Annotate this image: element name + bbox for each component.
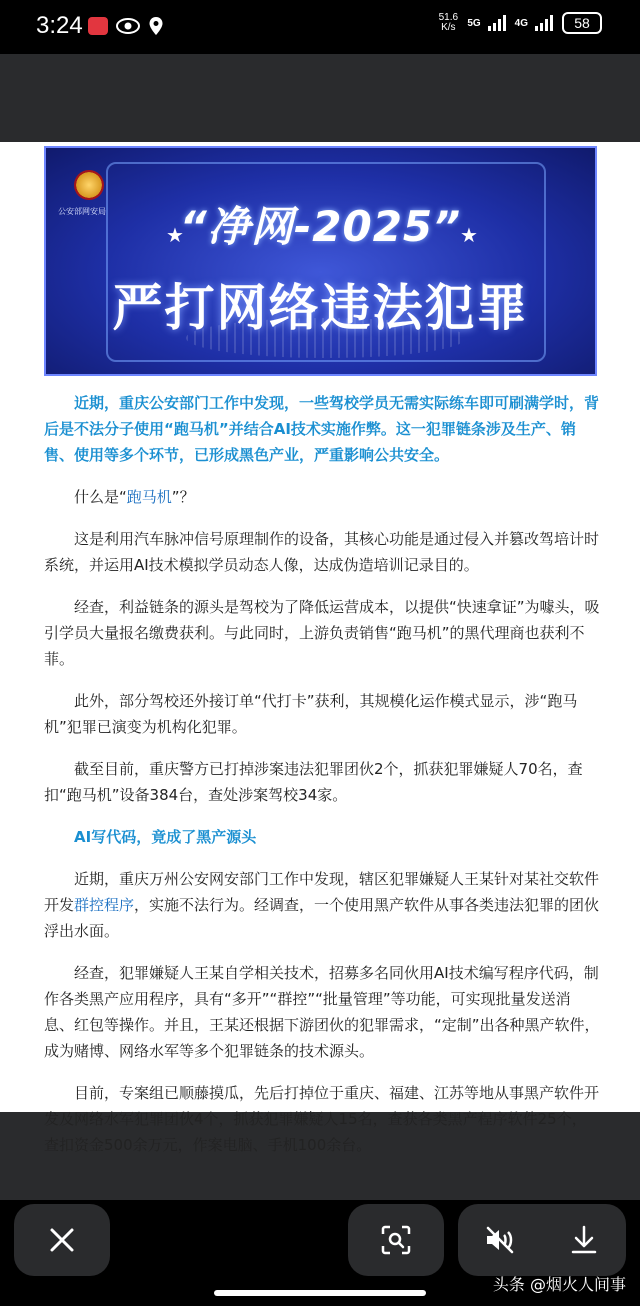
status-time: 3:24: [36, 12, 83, 39]
mute-icon: [484, 1226, 516, 1254]
download-button[interactable]: [542, 1204, 626, 1276]
location-icon: [148, 16, 164, 36]
battery-indicator: 58: [562, 12, 602, 34]
banner: [44, 146, 597, 376]
scan-search-icon: [381, 1225, 411, 1255]
download-icon: [570, 1225, 598, 1255]
network-type-5g: 5G: [467, 17, 481, 29]
banner-title-line1: “净网-2025”: [179, 202, 462, 251]
source-watermark: 头条 @烟火人间事: [492, 1275, 626, 1294]
status-left-icons: [88, 16, 164, 36]
eye-icon: [116, 17, 140, 35]
signal-icon: [487, 14, 509, 32]
keyword-link[interactable]: 群控程序: [74, 896, 135, 914]
banner-title-line2: 严打网络违法犯罪: [112, 279, 529, 337]
paragraph: 近期，重庆万州公安网安部门工作中发现，辖区犯罪嫌疑人王某针对某社交软件开发群控程序，实施不法行为。经调查，一个使用黑产软件从事各类违法犯罪的团伙浮出水面。: [44, 870, 600, 940]
star-icon: ★: [460, 223, 478, 247]
paragraph: 经查，犯罪嫌疑人王某自学相关技术，招募多名同伙用AI技术编写程序代码，制作各类黑产应用程序，具有“多开”“群控”“批量管理”等功能，可实现批量发送消息、红包等操作。并且，王某还根据下游团伙的犯罪需求，“定制”出各种黑产软件，成为赌博、网络水军等多个犯罪链条的技术源头。: [44, 964, 600, 1060]
paragraph: 这是利用汽车脉冲信号原理制作的设备，其核心功能是通过侵入并篡改驾培计时系统，并运用AI技术模拟学员动态人像，达成伪造培训记录目的。: [44, 530, 600, 574]
media-actions: [458, 1204, 626, 1276]
close-button[interactable]: [14, 1204, 110, 1276]
paragraph: 截至目前，重庆警方已打掉涉案违法犯罪团伙2个，抓获犯罪嫌疑人70名，查扣“跑马机”设备384台，查处涉案驾校34家。: [44, 760, 583, 804]
banner-org-label: 公安部网安局: [58, 207, 106, 216]
paragraph: 目前，专案组已顺藤摸瓜，先后打掉位于重庆、福建、江苏等地从事黑产软件开发及网络水军犯罪团伙4个，抓获犯罪嫌疑人15名，查获各类黑产程序软件25个，查扣资金500余万元，作案电脑、手机100余台。: [44, 1084, 600, 1154]
status-bar: [0, 0, 640, 54]
close-icon: [49, 1227, 75, 1253]
paragraph: 经查，利益链条的源头是驾校为了降低运营成本，以提供“快速拿证”为噱头，吸引学员大量报名缴费获利。与此同时，上游负责销售“跑马机”的黑代理商也获利不菲。: [44, 598, 600, 668]
signal-icon-2: [534, 14, 556, 32]
status-right-icons: [435, 12, 602, 34]
app-notification-icon: [88, 17, 108, 35]
net-speed: 51.6 K/s: [438, 12, 459, 33]
section-heading: AI写代码，竟成了黑产源头: [74, 828, 257, 846]
keyword-link[interactable]: 跑马机: [126, 488, 172, 506]
paragraph: 此外，部分驾校还外接订单“代打卡”获利，其规模化运作模式显示，涉“跑马机”犯罪已演变为机构化犯罪。: [44, 692, 578, 736]
home-indicator[interactable]: [214, 1290, 426, 1296]
image-search-button[interactable]: [348, 1204, 444, 1276]
article-image: [0, 142, 640, 1154]
article-body: [44, 390, 600, 1174]
bottom-toolbar: [0, 1200, 640, 1306]
article-lead: 近期，重庆公安部门工作中发现，一些驾校学员无需实际练车即可刷满学时，背后是不法分子使用“跑马机”并结合AI技术实施作弊。这一犯罪链条涉及生产、销售、使用等多个环节，已形成黑色产业，严重影响公共安全。: [44, 394, 600, 464]
star-icon: ★: [166, 223, 184, 247]
network-type-4g: 4G: [514, 17, 528, 29]
mute-button[interactable]: [458, 1204, 542, 1276]
question-heading: 什么是“跑马机”？: [74, 488, 195, 506]
